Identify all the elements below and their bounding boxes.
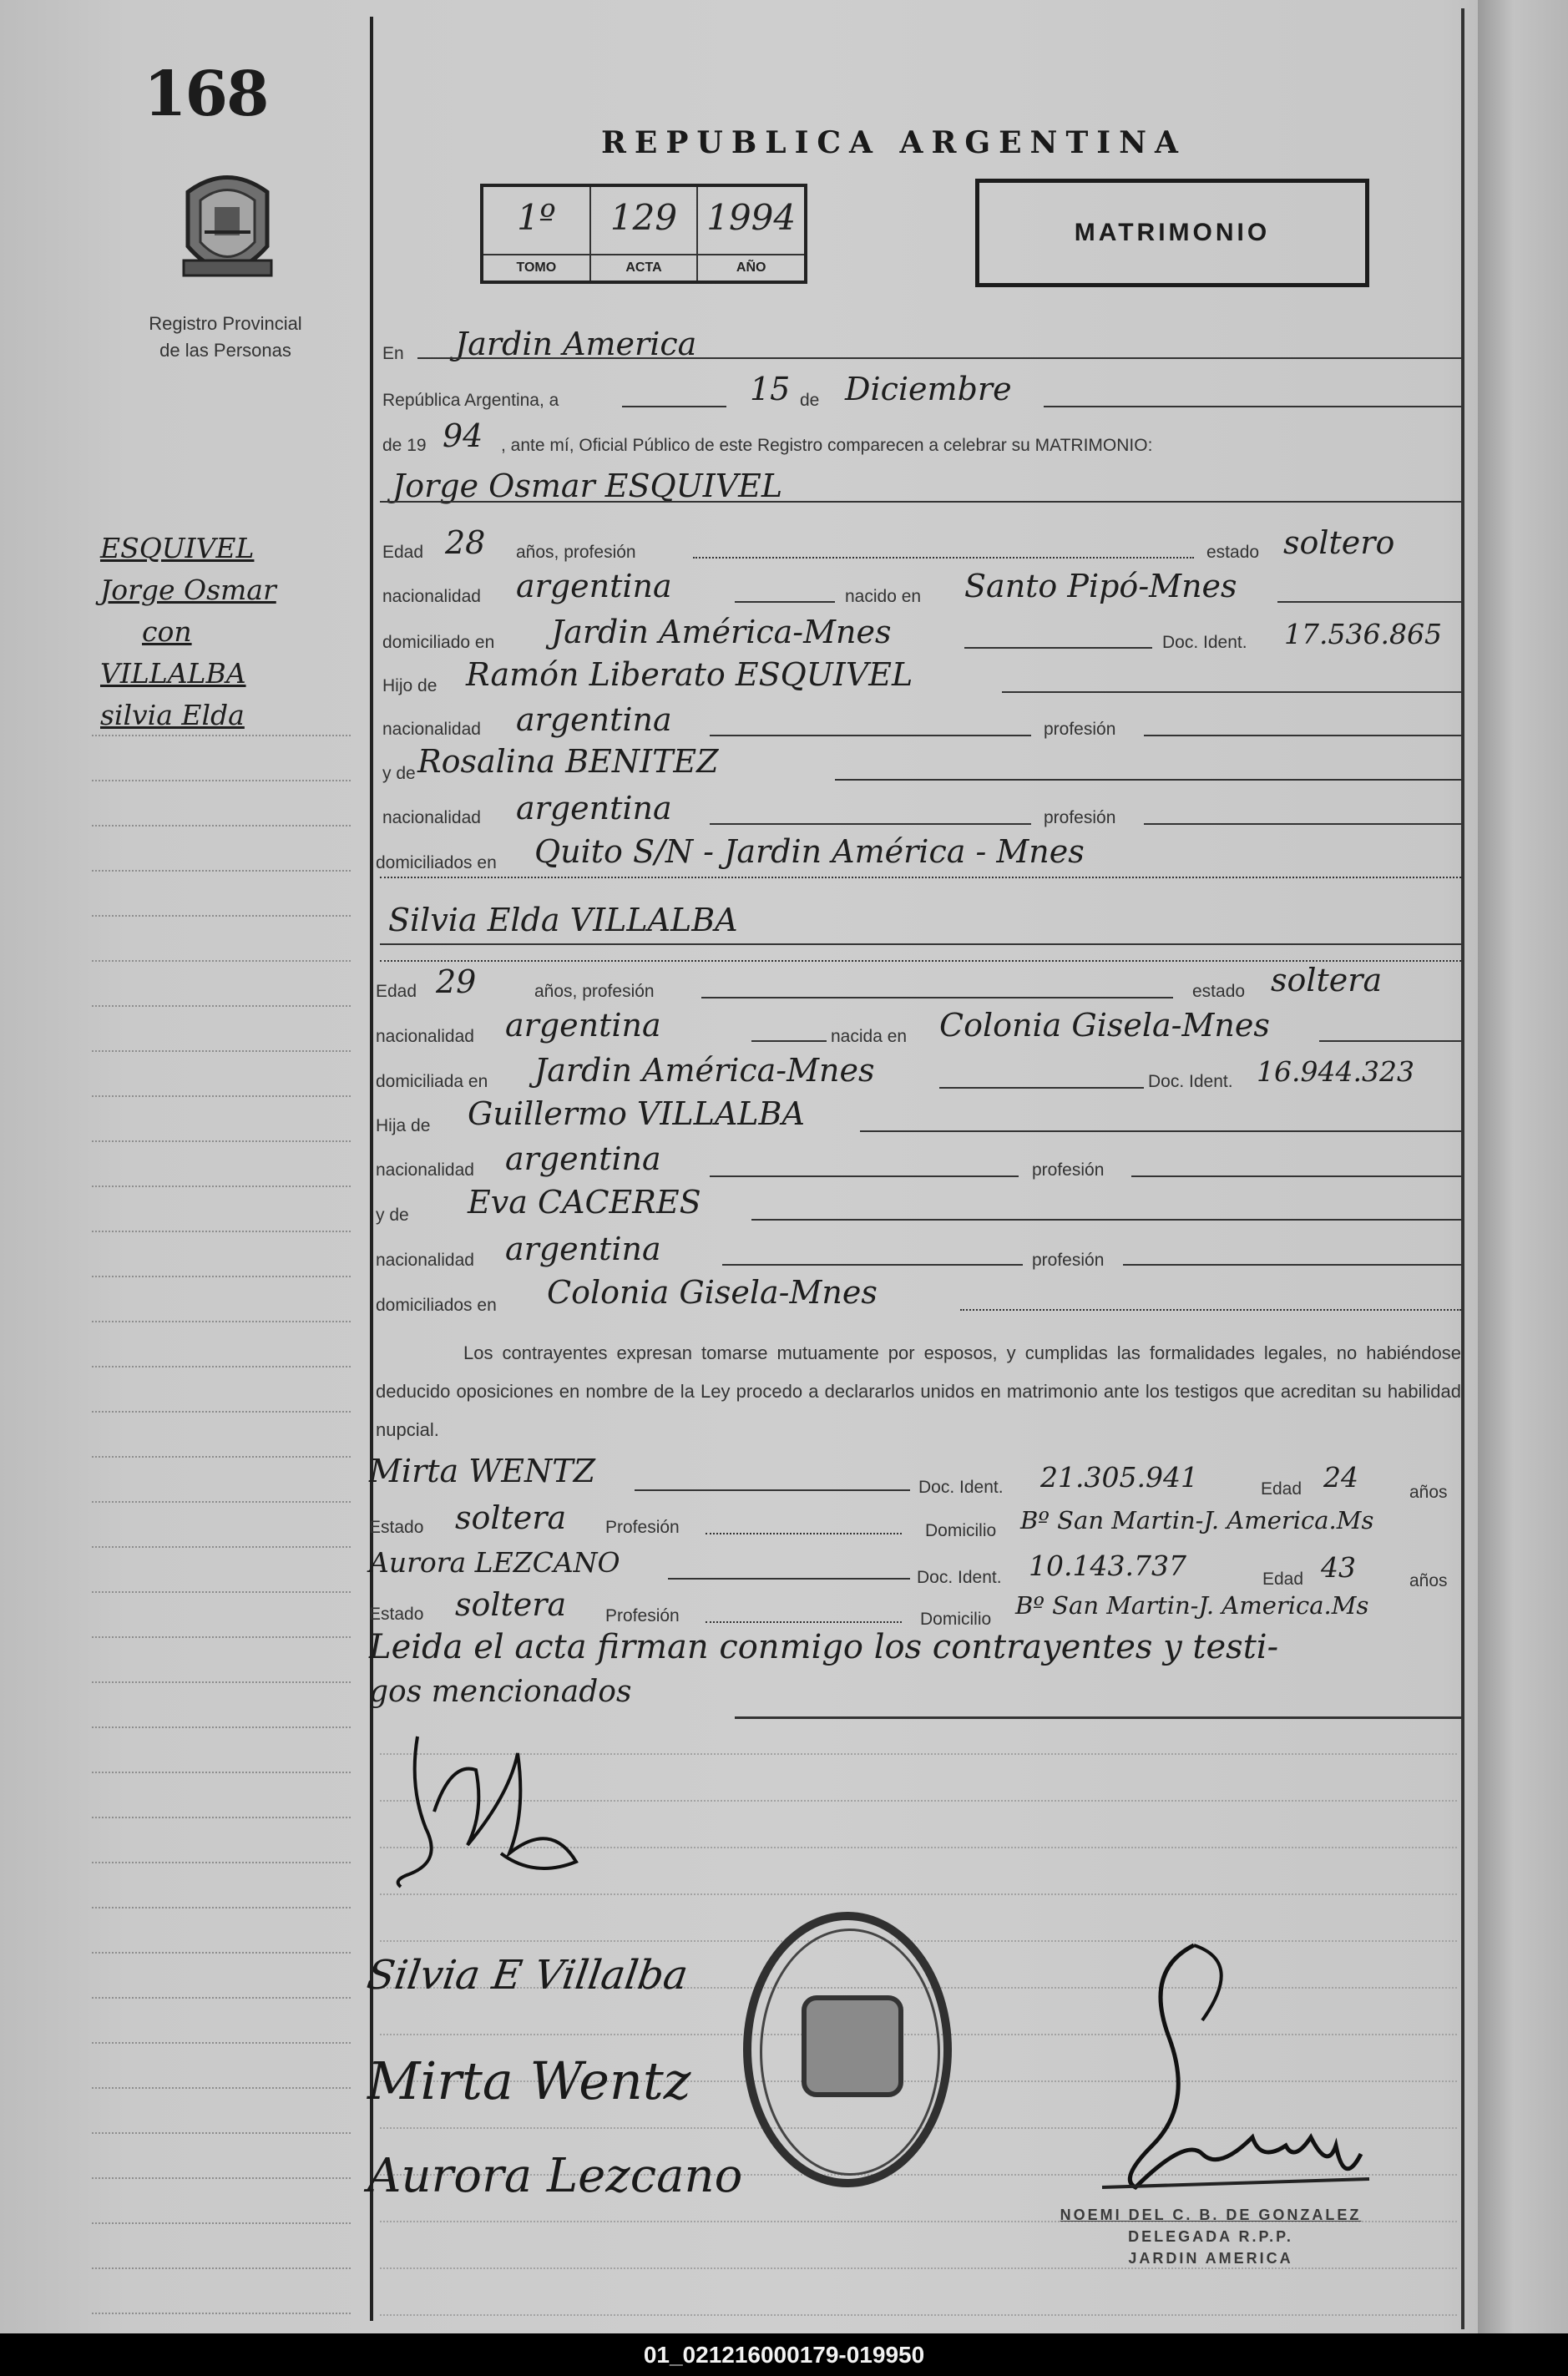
bride-name: Silvia Elda VILLALBA bbox=[388, 902, 738, 938]
margin-note-line: ESQUIVEL bbox=[100, 532, 255, 564]
en-label: En bbox=[382, 344, 404, 363]
fill-line bbox=[706, 1533, 902, 1534]
bride-estado-label: estado bbox=[1192, 982, 1246, 1001]
bride-nac-label: nacionalidad bbox=[376, 1027, 474, 1046]
stamp-emblem-icon bbox=[802, 1995, 903, 2097]
groom-parents-dom-label: domiciliados en bbox=[376, 853, 497, 872]
acta-cell bbox=[591, 187, 699, 281]
fill-line bbox=[964, 647, 1152, 649]
margin-rule bbox=[92, 1591, 351, 1593]
ano-label: AÑO bbox=[698, 254, 804, 281]
margin-rule bbox=[92, 1321, 351, 1322]
margin-rule bbox=[92, 1997, 351, 1999]
official-place: JARDIN AMERICA bbox=[1128, 2250, 1293, 2267]
margin-rule bbox=[92, 1456, 351, 1458]
witness2-doc: 10.143.737 bbox=[1029, 1549, 1186, 1582]
margin-rule bbox=[92, 2267, 351, 2269]
fill-line bbox=[710, 735, 1031, 736]
bride-estado: soltera bbox=[1271, 962, 1383, 998]
footer-code: 01_021216000179-019950 bbox=[0, 2333, 1568, 2376]
bride-father: Guillermo VILLALBA bbox=[468, 1095, 805, 1132]
official-name: NOEMI DEL C. B. DE GONZALEZ bbox=[1060, 2207, 1362, 2223]
fill-line bbox=[735, 601, 835, 603]
witness1-signature bbox=[367, 2050, 690, 2111]
document-title: REPUBLICA ARGENTINA bbox=[601, 125, 1186, 160]
groom-mother-label: y de bbox=[382, 764, 416, 783]
witness2-edad: 43 bbox=[1321, 1551, 1356, 1584]
witness2-signature-text: Aurora Lezcano bbox=[367, 2149, 743, 2203]
margin-note-line: VILLALBA bbox=[100, 657, 246, 690]
groom-dom-label: domiciliado en bbox=[382, 633, 495, 652]
fill-line bbox=[1131, 1175, 1461, 1177]
fill-line bbox=[751, 1040, 827, 1042]
provincial-seal-icon bbox=[171, 167, 284, 288]
witness2-anos-label: años bbox=[1409, 1571, 1448, 1590]
registry-name bbox=[117, 311, 334, 364]
margin-rule bbox=[92, 2087, 351, 2089]
margin-rule bbox=[92, 1862, 351, 1863]
fill-line bbox=[1144, 735, 1461, 736]
margin-rule bbox=[92, 1772, 351, 1773]
day-value: 15 bbox=[750, 371, 791, 407]
fill-line bbox=[693, 557, 1194, 559]
fill-line bbox=[668, 1578, 910, 1580]
body-rule bbox=[380, 2314, 1457, 2316]
groom-estado-label: estado bbox=[1206, 543, 1260, 562]
year-prefix-label: de 19 bbox=[382, 436, 427, 455]
declaration-text: Los contrayentes expresan tomarse mutuamente por esposos, y cumplidas las formalidades legales, no habiéndose deducido oposiciones en nombre de la Ley procedo a declararlos unidos en matrimonio ante los testigos que acreditan su habilidad nupcial. bbox=[376, 1342, 1461, 1440]
groom-nacido-label: nacido en bbox=[845, 587, 922, 606]
official-role: DELEGADA R.P.P. bbox=[1128, 2228, 1293, 2245]
witness1-domicilio: Bº San Martin-J. America.Ms bbox=[1020, 1506, 1374, 1534]
registry-line-2: de las Personas bbox=[159, 340, 291, 361]
groom-nacionalidad: argentina bbox=[516, 568, 672, 604]
margin-rule bbox=[92, 1095, 351, 1097]
margin-rule bbox=[92, 825, 351, 827]
bride-nacida-label: nacida en bbox=[831, 1027, 908, 1046]
groom-father-nac: argentina bbox=[516, 701, 672, 738]
page-edge bbox=[1478, 0, 1568, 2333]
bride-signature bbox=[364, 1952, 690, 1999]
groom-domicilio: Jardin América-Mnes bbox=[551, 614, 892, 650]
bride-domicilio: Jardin América-Mnes bbox=[534, 1052, 875, 1089]
margin-rule bbox=[92, 1185, 351, 1187]
witness2-dom-label: Domicilio bbox=[920, 1610, 992, 1629]
witness1-estado-label: Estado bbox=[369, 1518, 424, 1537]
closing-line-1: Leida el acta firman conmigo los contrayentes y testi- bbox=[369, 1628, 1279, 1666]
fill-line bbox=[1277, 601, 1461, 603]
groom-doc-label: Doc. Ident. bbox=[1162, 633, 1247, 652]
fill-line bbox=[701, 997, 1173, 998]
margin-rule bbox=[92, 1050, 351, 1052]
groom-parents-dom: Quito S/N - Jardin América - Mnes bbox=[534, 833, 1085, 870]
fill-line bbox=[1002, 691, 1461, 693]
tomo-value: 1º bbox=[517, 197, 556, 238]
fill-line bbox=[722, 1264, 1023, 1266]
fill-line bbox=[710, 1175, 1019, 1177]
witness1-name: Mirta WENTZ bbox=[369, 1453, 596, 1489]
witness2-prof-label: Profesión bbox=[605, 1606, 680, 1625]
record-box bbox=[480, 184, 807, 284]
bride-anos-label: años, profesión bbox=[534, 982, 655, 1001]
bride-father-prof-label: profesión bbox=[1032, 1160, 1105, 1180]
fill-line bbox=[960, 1309, 1461, 1311]
bride-signature-text: Silvia E Villalba bbox=[364, 1952, 691, 1999]
fill-line bbox=[417, 357, 1461, 359]
margin-rule bbox=[92, 1681, 351, 1683]
witness2-estado-label: Estado bbox=[369, 1605, 424, 1624]
groom-mother-nac: argentina bbox=[516, 790, 672, 827]
groom-edad: 28 bbox=[445, 524, 486, 561]
margin-rule bbox=[92, 1411, 351, 1413]
bride-doc: 16.944.323 bbox=[1257, 1055, 1414, 1088]
margin-rule bbox=[92, 780, 351, 781]
groom-mother: Rosalina BENITEZ bbox=[417, 743, 719, 780]
groom-signature-icon bbox=[384, 1728, 601, 1895]
witness2-signature bbox=[367, 2149, 742, 2203]
groom-father-label: Hijo de bbox=[382, 676, 438, 695]
bride-edad: 29 bbox=[436, 963, 477, 1000]
witness1-estado: soltera bbox=[455, 1499, 567, 1536]
fill-line bbox=[706, 1621, 902, 1623]
tomo-cell bbox=[483, 187, 591, 281]
groom-mother-nac-label: nacionalidad bbox=[382, 808, 481, 827]
closing-line-2: gos mencionados bbox=[369, 1675, 632, 1709]
bride-parents-dom-label: domiciliados en bbox=[376, 1296, 497, 1315]
fill-line bbox=[380, 501, 1461, 503]
witness1-anos-label: años bbox=[1409, 1483, 1448, 1502]
margin-rule bbox=[92, 2313, 351, 2314]
margin-rule bbox=[92, 1817, 351, 1818]
witness2-doc-label: Doc. Ident. bbox=[917, 1568, 1002, 1587]
de-label: de bbox=[800, 391, 820, 410]
margin-rule bbox=[92, 1726, 351, 1728]
margin-note bbox=[100, 528, 367, 736]
margin-rule bbox=[92, 915, 351, 917]
bride-mother-prof-label: profesión bbox=[1032, 1251, 1105, 1270]
witness1-signature-text: Mirta Wentz bbox=[367, 2050, 691, 2111]
bride-nacionalidad: argentina bbox=[505, 1007, 661, 1044]
acta-label: ACTA bbox=[591, 254, 697, 281]
witness1-doc: 21.305.941 bbox=[1040, 1461, 1198, 1494]
fill-line bbox=[1144, 823, 1461, 825]
ano-cell bbox=[698, 187, 804, 281]
bride-mother-nac: argentina bbox=[505, 1231, 661, 1267]
bride-edad-label: Edad bbox=[376, 982, 417, 1001]
margin-rule bbox=[92, 2177, 351, 2179]
groom-nac-label: nacionalidad bbox=[382, 587, 481, 606]
margin-rule bbox=[92, 2222, 351, 2224]
tomo-label: TOMO bbox=[483, 254, 589, 281]
margin-rule bbox=[92, 1366, 351, 1367]
place-value: Jardin America bbox=[455, 326, 697, 362]
groom-doc: 17.536.865 bbox=[1284, 618, 1442, 650]
witness1-edad-label: Edad bbox=[1261, 1479, 1302, 1499]
fill-line bbox=[1044, 406, 1461, 407]
registry-line-1: Registro Provincial bbox=[149, 313, 302, 334]
year-value: 94 bbox=[443, 417, 483, 454]
right-border bbox=[1461, 8, 1464, 2329]
groom-edad-label: Edad bbox=[382, 543, 424, 562]
official-signature-icon bbox=[1085, 1937, 1403, 2204]
groom-nacido: Santo Pipó-Mnes bbox=[964, 568, 1237, 604]
groom-father: Ramón Liberato ESQUIVEL bbox=[466, 656, 913, 693]
bride-dom-label: domiciliada en bbox=[376, 1072, 488, 1091]
bride-mother-label: y de bbox=[376, 1206, 409, 1225]
official-stamp bbox=[1027, 2204, 1394, 2269]
groom-anos-label: años, profesión bbox=[516, 543, 636, 562]
bride-nacida: Colonia Gisela-Mnes bbox=[939, 1007, 1270, 1044]
margin-rule bbox=[92, 1907, 351, 1908]
witness2-edad-label: Edad bbox=[1262, 1570, 1304, 1589]
page-number: 168 bbox=[144, 58, 268, 130]
witness2-domicilio: Bº San Martin-J. America.Ms bbox=[1015, 1591, 1369, 1620]
intro-text: , ante mí, Oficial Público de este Registro comparecen a celebrar su MATRIMONIO: bbox=[501, 436, 1153, 455]
margin-rule bbox=[92, 2132, 351, 2134]
witness1-doc-label: Doc. Ident. bbox=[918, 1478, 1004, 1497]
acta-value: 129 bbox=[609, 197, 678, 238]
bride-father-nac-label: nacionalidad bbox=[376, 1160, 474, 1180]
groom-estado: soltero bbox=[1283, 524, 1395, 561]
witness2-estado: soltera bbox=[455, 1586, 567, 1623]
margin-rule bbox=[92, 870, 351, 872]
groom-father-prof-label: profesión bbox=[1044, 720, 1116, 739]
margin-rule bbox=[92, 1546, 351, 1548]
margin-note-line: con bbox=[142, 615, 192, 648]
fill-line bbox=[635, 1489, 910, 1491]
margin-note-line: silvia Elda bbox=[100, 699, 245, 731]
witness1-dom-label: Domicilio bbox=[925, 1521, 997, 1540]
bride-mother-nac-label: nacionalidad bbox=[376, 1251, 474, 1270]
groom-father-nac-label: nacionalidad bbox=[382, 720, 481, 739]
bride-father-nac: argentina bbox=[505, 1140, 661, 1177]
fill-line bbox=[380, 877, 1461, 878]
margin-rule bbox=[92, 1952, 351, 1954]
ano-value: 1994 bbox=[706, 197, 797, 238]
witness2-name: Aurora LEZCANO bbox=[369, 1546, 620, 1579]
bride-mother: Eva CACERES bbox=[468, 1184, 701, 1221]
margin-rule bbox=[92, 2042, 351, 2044]
fill-line bbox=[622, 406, 726, 407]
margin-rule bbox=[92, 1501, 351, 1503]
fill-line bbox=[751, 1219, 1461, 1221]
margin-note-line: Jorge Osmar bbox=[100, 574, 276, 606]
fill-line bbox=[835, 779, 1461, 781]
groom-mother-prof-label: profesión bbox=[1044, 808, 1116, 827]
margin-rule bbox=[92, 1231, 351, 1232]
margin-rule bbox=[92, 1276, 351, 1277]
bride-parents-dom: Colonia Gisela-Mnes bbox=[547, 1274, 878, 1311]
groom-name: Jorge Osmar ESQUIVEL bbox=[392, 468, 783, 504]
month-value: Diciembre bbox=[845, 371, 1012, 407]
margin-rule bbox=[92, 1005, 351, 1007]
fill-line bbox=[710, 823, 1031, 825]
bride-father-label: Hija de bbox=[376, 1116, 431, 1135]
fill-line bbox=[735, 1716, 1461, 1719]
bride-doc-label: Doc. Ident. bbox=[1148, 1072, 1233, 1091]
fill-line bbox=[939, 1087, 1144, 1089]
fill-line bbox=[1123, 1264, 1461, 1266]
witness1-prof-label: Profesión bbox=[605, 1518, 680, 1537]
fill-line bbox=[860, 1130, 1461, 1132]
fill-line bbox=[380, 943, 1461, 945]
republica-label: República Argentina, a bbox=[382, 391, 559, 410]
fill-line bbox=[1319, 1040, 1461, 1042]
margin-rule bbox=[92, 1140, 351, 1142]
witness1-edad: 24 bbox=[1323, 1461, 1358, 1494]
margin-rule bbox=[92, 1636, 351, 1638]
margin-rule bbox=[92, 960, 351, 962]
record-type: MATRIMONIO bbox=[975, 179, 1369, 287]
